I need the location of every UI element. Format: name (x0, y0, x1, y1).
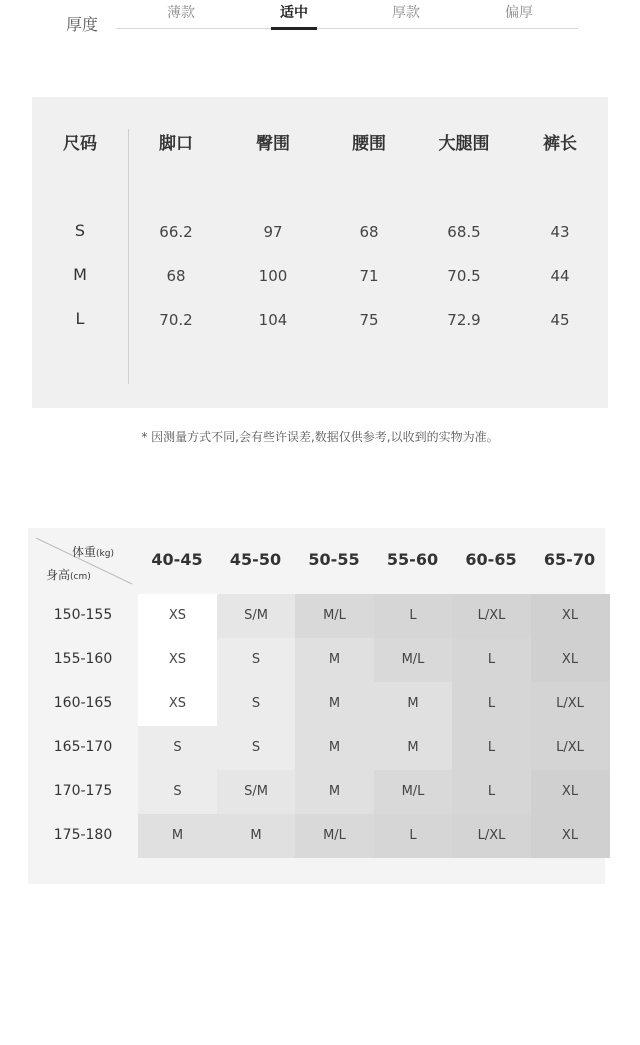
size-cell: 68.5 (447, 223, 481, 241)
height-range-label: 170-175 (53, 783, 113, 799)
measurement-note: * 因测量方式不同,会有些许误差,数据仅供参考,以收到的实物为准。 (141, 430, 499, 444)
size-cell: 68 (359, 223, 379, 241)
size-recommendation-cell: L (374, 814, 453, 858)
height-range-label: 160-165 (53, 695, 113, 711)
corner-diagonal (28, 528, 138, 594)
height-range-label: 150-155 (53, 607, 113, 623)
thickness-option-extra-thick[interactable]: 偏厚 (505, 5, 533, 21)
size-header-size: 尺码 (63, 134, 97, 154)
weight-range-header: 55-60 (386, 550, 439, 569)
size-recommendation-cell: S (217, 638, 296, 682)
size-cell: 70.2 (159, 311, 193, 329)
size-cell: 100 (258, 267, 288, 285)
size-cell: 45 (550, 311, 570, 329)
size-cell: 70.5 (447, 267, 481, 285)
thickness-selected-marker (271, 27, 317, 30)
size-header-hem: 脚口 (159, 134, 193, 154)
size-recommendation-cell: M (138, 814, 217, 858)
size-recommendation-cell: L (452, 682, 531, 726)
size-cell: 66.2 (159, 223, 193, 241)
size-recommendation-cell: S (138, 770, 217, 814)
size-recommendation-cell: XS (138, 638, 217, 682)
size-recommendation-cell: S (138, 726, 217, 770)
size-recommendation-cell: M/L (374, 638, 453, 682)
size-recommendation-cell: S (217, 682, 296, 726)
size-table (32, 97, 608, 408)
size-cell: 75 (359, 311, 379, 329)
size-recommendation-cell: M (295, 726, 374, 770)
size-cell: 104 (258, 311, 288, 329)
thickness-track (116, 28, 578, 29)
size-recommendation-cell: L/XL (531, 682, 610, 726)
size-recommendation-cell: M (374, 726, 453, 770)
weight-range-header: 65-70 (543, 550, 596, 569)
height-axis-label: 身高(cm) (46, 568, 91, 582)
size-recommendation-cell: L (374, 594, 453, 638)
size-cell: 43 (550, 223, 570, 241)
size-recommendation-cell: L (452, 638, 531, 682)
size-recommendation-cell: XS (138, 594, 217, 638)
size-header-length: 裤长 (543, 134, 577, 154)
size-recommendation-cell: XL (531, 814, 610, 858)
size-recommendation-cell: S (217, 726, 296, 770)
size-recommendation-cell: L (452, 726, 531, 770)
size-row-label: M (73, 265, 87, 284)
size-recommendation-cell: S/M (217, 770, 296, 814)
size-recommendation-cell: M (295, 682, 374, 726)
thickness-option-medium[interactable]: 适中 (280, 5, 308, 21)
size-recommendation-cell: M (374, 682, 453, 726)
size-header-waist: 腰围 (352, 134, 386, 154)
weight-axis-label: 体重(kg) (72, 545, 114, 559)
size-recommendation-cell: M/L (295, 814, 374, 858)
height-range-label: 155-160 (53, 651, 113, 667)
weight-range-header: 40-45 (151, 550, 203, 569)
thickness-option-thin[interactable]: 薄款 (167, 5, 195, 21)
size-recommendation-cell: M/L (295, 594, 374, 638)
size-recommendation-cell: M (217, 814, 296, 858)
size-table-divider (128, 129, 129, 384)
size-recommendation-cell: M/L (374, 770, 453, 814)
size-recommendation-cell: XS (138, 682, 217, 726)
size-cell: 72.9 (447, 311, 481, 329)
size-recommendation-cell: XL (531, 638, 610, 682)
weight-range-header: 50-55 (308, 550, 360, 569)
size-recommendation-cell: XL (531, 594, 610, 638)
size-cell: 44 (550, 267, 570, 285)
height-range-label: 175-180 (53, 827, 113, 843)
size-recommendation-cell: M (295, 638, 374, 682)
thickness-selector (0, 0, 640, 40)
size-recommendation-cell: L/XL (452, 594, 531, 638)
size-cell: 97 (263, 223, 283, 241)
size-recommendation-cell: XL (531, 770, 610, 814)
size-header-hip: 臀围 (256, 134, 290, 154)
size-recommendation-cell: S/M (217, 594, 296, 638)
thickness-label: 厚度 (66, 15, 99, 34)
size-recommendation-cell: L/XL (531, 726, 610, 770)
size-recommendation-cell: L (452, 770, 531, 814)
weight-range-header: 60-65 (465, 550, 517, 569)
weight-range-header: 45-50 (229, 550, 282, 569)
height-range-label: 165-170 (53, 739, 113, 755)
size-cell: 71 (359, 267, 379, 285)
size-recommendation-cell: L/XL (452, 814, 531, 858)
size-row-label: L (75, 309, 85, 328)
size-row-label: S (74, 221, 86, 240)
thickness-option-thick[interactable]: 厚款 (392, 5, 420, 21)
size-recommendation-grid (28, 528, 605, 884)
size-header-thigh: 大腿围 (438, 134, 490, 154)
size-recommendation-cell: M (295, 770, 374, 814)
size-cell: 68 (166, 267, 186, 285)
